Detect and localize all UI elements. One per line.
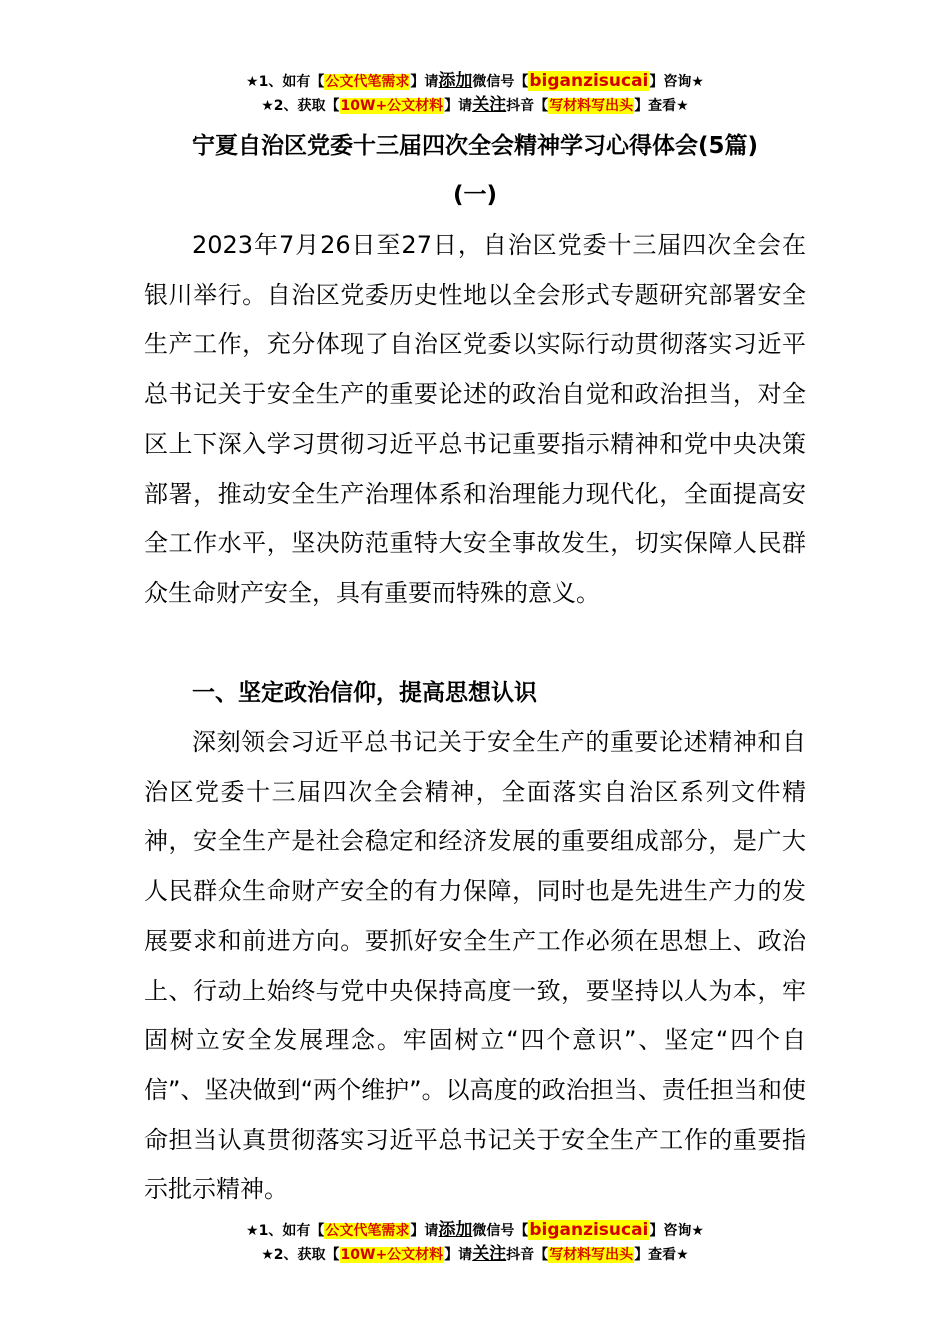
highlight-materials: 10W+公文材料 [340, 98, 444, 114]
highlight-materials-bottom: 10W+公文材料 [340, 1247, 444, 1263]
highlight-wechat-id: biganzisucai [529, 71, 649, 91]
section-heading-1: 一、坚定政治信仰，提高思想认识 [192, 680, 537, 706]
promo-line-1-bottom: ★1、如有【公文代笔需求】请添加微信号【biganzisucai】咨询★ [246, 1220, 704, 1240]
promo-line-2-bottom: ★2、获取【10W+公文材料】请关注抖音【写材料写出头】查看★ [261, 1244, 689, 1264]
paragraph-section-1: 深刻领会习近平总书记关于安全生产的重要论述精神和自治区党委十三届四次全会精神，全面落实自治区系列文件精神，安全生产是社会稳定和经济发展的重要组成部分，是广大人民群众生命财产安全的有力保障，同时也是先进生产力的发展要求和前进方向。要抓好安全生产工作必须在思想上、政治上、行动上始终与党中央保持高度一致，要坚持以人为本，牢固树立安全发展理念。牢固树立“四个意识”、坚定“四个自信”、坚决做到“两个维护”。以高度的政治担当、责任担当和使命担当认真贯彻落实习近平总书记关于安全生产工作的重要指示批示精神。 [144, 728, 806, 1204]
document-title: 宁夏自治区党委十三届四次全会精神学习心得体会(5篇) [191, 133, 759, 159]
promo-line-2: ★2、获取【10W+公文材料】请关注抖音【写材料写出头】查看★ [261, 95, 689, 115]
highlight-douyin: 写材料写出头 [549, 98, 634, 114]
promo-line-1: ★1、如有【公文代笔需求】请添加微信号【biganzisucai】咨询★ [246, 71, 704, 91]
paragraph-intro: 2023年7月26日至27日，自治区党委十三届四次全会在银川举行。自治区党委历史性地以全会形式专题研究部署安全生产工作，充分体现了自治区党委以实际行动贯彻落实习近平总书记关于安全生产的重要论述的政治自觉和政治担当，对全区上下深入学习贯彻习近平总书记重要指示精神和党中央决策部署，推动安全生产治理体系和治理能力现代化，全面提高安全工作水平，坚决防范重特大安全事故发生，切实保障人民群众生命财产安全，具有重要而特殊的意义。 [144, 231, 806, 607]
promo-banner-bottom [0, 1218, 950, 1266]
highlight-wechat-id-bottom: biganzisucai [529, 1220, 649, 1240]
section-number: (一) [452, 182, 498, 208]
promo-banner-top [0, 69, 950, 117]
highlight-douyin-bottom: 写材料写出头 [549, 1247, 634, 1263]
highlight-ghostwriting-bottom: 公文代笔需求 [325, 1223, 410, 1239]
highlight-ghostwriting: 公文代笔需求 [325, 74, 410, 90]
